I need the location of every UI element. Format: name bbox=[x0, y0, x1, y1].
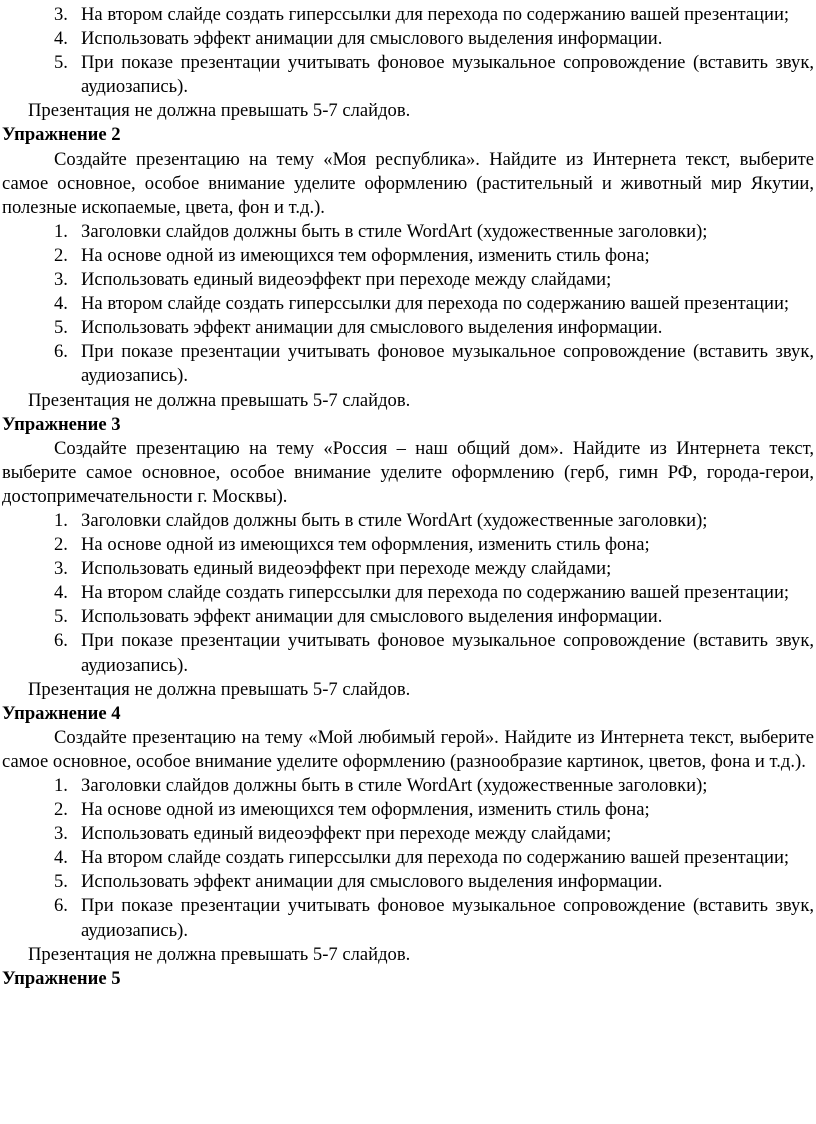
exercise-4-task-list bbox=[2, 774, 814, 943]
list-item-number: 5. bbox=[54, 317, 68, 339]
top-task-list bbox=[2, 3, 814, 99]
list-item bbox=[2, 533, 814, 557]
list-item-number: 4. bbox=[54, 28, 68, 50]
list-item-text: Заголовки слайдов должны быть в стиле WordArt (художественные заголовки); bbox=[81, 509, 708, 531]
list-item-text: Использовать эффект анимации для смыслового выделения информации. bbox=[81, 871, 663, 893]
list-item-text: При показе презентации учитывать фоновое музыкальное сопровождение (вставить звук, аудиозапись). bbox=[81, 630, 814, 676]
list-item bbox=[2, 340, 814, 388]
list-item-text: Использовать единый видеоэффект при переходе между слайдами; bbox=[81, 823, 612, 845]
exercise-4-heading: Упражнение 4 bbox=[2, 702, 121, 724]
list-item bbox=[2, 509, 814, 533]
slide-limit-note: Презентация не должна превышать 5-7 слайдов. bbox=[28, 100, 411, 122]
exercise-2-intro: Создайте презентацию на тему «Моя республика». Найдите из Интернета текст, выберите самое основное, особое внимание уделите оформлению (растительный и животный мир Якутии, полезные ископаемые, цвета, фон и т.д.). bbox=[2, 148, 814, 218]
slide-limit-note: Презентация не должна превышать 5-7 слайдов. bbox=[28, 678, 411, 700]
list-item-number: 2. bbox=[54, 244, 68, 266]
list-item bbox=[2, 27, 814, 51]
list-item bbox=[2, 316, 814, 340]
list-item-number: 3. bbox=[54, 558, 68, 580]
slide-limit-note: Презентация не должна превышать 5-7 слайдов. bbox=[28, 389, 411, 411]
list-item-text: На втором слайде создать гиперссылки для перехода по содержанию вашей презентации; bbox=[81, 4, 790, 25]
list-item bbox=[2, 822, 814, 846]
list-item-number: 5. bbox=[54, 52, 68, 74]
list-item bbox=[2, 220, 814, 244]
list-item-text: Использовать эффект анимации для смыслового выделения информации. bbox=[81, 317, 663, 339]
list-item bbox=[2, 894, 814, 942]
list-item bbox=[2, 244, 814, 268]
exercise-2-heading: Упражнение 2 bbox=[2, 124, 121, 146]
list-item-text: Использовать единый видеоэффект при переходе между слайдами; bbox=[81, 269, 612, 291]
list-item-number: 2. bbox=[54, 799, 68, 821]
list-item-number: 1. bbox=[54, 509, 68, 531]
list-item-text: Использовать единый видеоэффект при переходе между слайдами; bbox=[81, 558, 612, 580]
exercise-4-intro: Создайте презентацию на тему «Мой любимый герой». Найдите из Интернета текст, выберите самое основное, особое внимание уделите оформлению (разнообразие картинок, цветов, фона и т.д.). bbox=[2, 726, 814, 772]
list-item bbox=[2, 51, 814, 99]
list-item bbox=[2, 629, 814, 677]
list-item-number: 6. bbox=[54, 630, 68, 652]
list-item-text: На втором слайде создать гиперссылки для перехода по содержанию вашей презентации; bbox=[81, 582, 790, 604]
list-item-number: 1. bbox=[54, 775, 68, 796]
list-item-text: На основе одной из имеющихся тем оформления, изменить стиль фона; bbox=[81, 534, 650, 556]
list-item-text: На основе одной из имеющихся тем оформления, изменить стиль фона; bbox=[81, 799, 650, 821]
list-item-number: 4. bbox=[54, 847, 68, 869]
list-item-text: На втором слайде создать гиперссылки для перехода по содержанию вашей презентации; bbox=[81, 293, 790, 315]
list-item-number: 4. bbox=[54, 582, 68, 604]
list-item bbox=[2, 605, 814, 629]
list-item-number: 3. bbox=[54, 823, 68, 845]
list-item-text: При показе презентации учитывать фоновое музыкальное сопровождение (вставить звук, аудиозапись). bbox=[81, 52, 814, 98]
list-item-number: 5. bbox=[54, 871, 68, 893]
list-item bbox=[2, 292, 814, 316]
list-item-text: Использовать эффект анимации для смыслового выделения информации. bbox=[81, 606, 663, 628]
exercise-3-heading: Упражнение 3 bbox=[2, 413, 121, 435]
exercise-3-intro: Создайте презентацию на тему «Россия – наш общий дом». Найдите из Интернета текст, выберите самое основное, особое внимание уделите оформлению (герб, гимн РФ, города-герои, достопримечательности г. Москвы). bbox=[2, 437, 814, 507]
list-item bbox=[2, 798, 814, 822]
list-item bbox=[2, 557, 814, 581]
list-item-text: Заголовки слайдов должны быть в стиле WordArt (художественные заголовки); bbox=[81, 775, 708, 796]
list-item-text: На втором слайде создать гиперссылки для перехода по содержанию вашей презентации; bbox=[81, 847, 790, 869]
list-item bbox=[2, 870, 814, 894]
list-item-number: 1. bbox=[54, 220, 68, 242]
list-item bbox=[2, 3, 814, 27]
list-item bbox=[2, 846, 814, 870]
list-item-number: 5. bbox=[54, 606, 68, 628]
list-item bbox=[2, 774, 814, 798]
slide-limit-note: Презентация не должна превышать 5-7 слайдов. bbox=[28, 943, 411, 965]
exercise-5-heading: Упражнение 5 bbox=[2, 967, 121, 989]
exercise-2-task-list bbox=[2, 220, 814, 389]
list-item-text: На основе одной из имеющихся тем оформления, изменить стиль фона; bbox=[81, 244, 650, 266]
list-item-number: 6. bbox=[54, 895, 68, 917]
list-item-text: При показе презентации учитывать фоновое музыкальное сопровождение (вставить звук, аудиозапись). bbox=[81, 341, 814, 387]
list-item-text: При показе презентации учитывать фоновое музыкальное сопровождение (вставить звук, аудиозапись). bbox=[81, 895, 814, 941]
list-item-number: 6. bbox=[54, 341, 68, 363]
list-item-number: 3. bbox=[54, 4, 68, 25]
list-item bbox=[2, 268, 814, 292]
list-item-number: 3. bbox=[54, 269, 68, 291]
list-item-number: 4. bbox=[54, 293, 68, 315]
list-item-number: 2. bbox=[54, 534, 68, 556]
exercise-3-task-list bbox=[2, 509, 814, 678]
list-item bbox=[2, 581, 814, 605]
list-item-text: Использовать эффект анимации для смыслового выделения информации. bbox=[81, 28, 663, 50]
list-item-text: Заголовки слайдов должны быть в стиле WordArt (художественные заголовки); bbox=[81, 220, 708, 242]
